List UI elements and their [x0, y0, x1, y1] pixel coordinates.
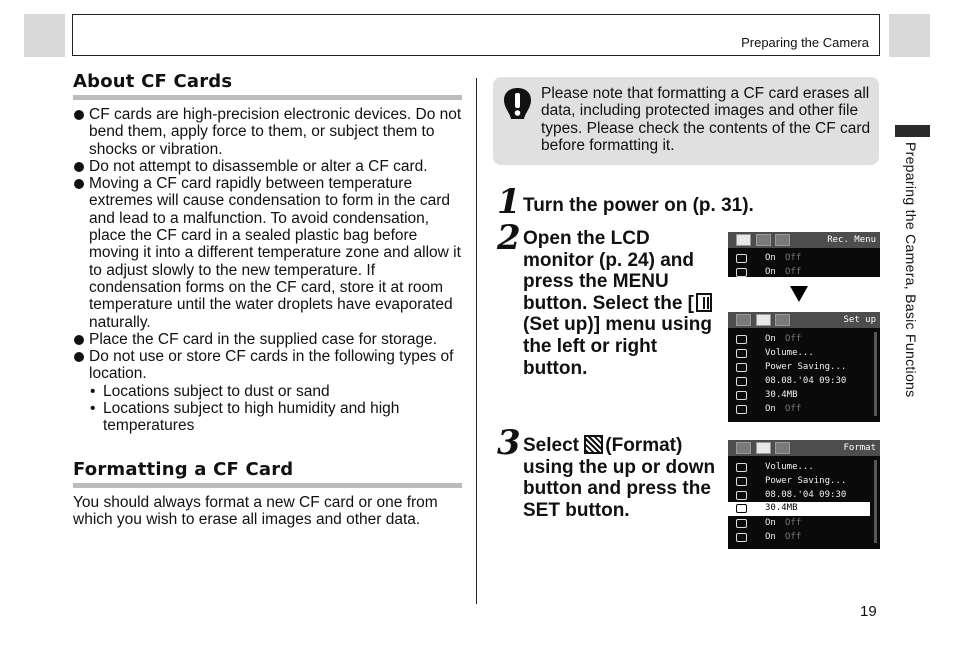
lcd-row	[728, 361, 870, 375]
lcd-row-value: On	[765, 404, 776, 414]
about-bullet-list	[73, 106, 465, 383]
top-left-tab	[24, 14, 65, 57]
volume-icon	[736, 349, 747, 358]
lcd-row	[728, 517, 870, 531]
lcd-row-selected	[728, 502, 870, 516]
mycamera-tab-icon	[775, 234, 790, 246]
lcd-row-value: On	[765, 518, 776, 528]
lcd-row-dim: Off	[785, 518, 802, 528]
step-2-text-b: (Set up)] menu using the left or right button.	[523, 314, 712, 379]
lcd-row-value: On	[765, 532, 776, 542]
lcd-row	[728, 461, 870, 475]
list-item: Do not use or store CF cards in the following types of location.	[73, 348, 465, 383]
lcd-row	[728, 531, 870, 545]
lcd-row	[728, 475, 870, 489]
lcd-row-dim: Off	[785, 334, 802, 344]
mycamera-tab-icon	[775, 442, 790, 454]
list-item: Moving a CF card rapidly between temperature extremes will cause condensation to form in the card and lead to a malfunction. To avoid condensation, place the CF card in a sealed plastic bag before moving it into a different temperature zone and allow it to adjust slowly to the new temperature. If condensation forms on the CF card, store it at room temperature until the water droplets have evaporated naturally.	[73, 175, 465, 331]
header-title: Preparing the Camera	[741, 35, 869, 50]
lcd-row-value: Volume...	[765, 348, 814, 358]
step-3-number: 3	[497, 423, 521, 463]
step-2-text-a: Open the LCD monitor (p. 24) and press the MENU button. Select the [	[523, 228, 694, 314]
side-tab-text: Preparing the Camera, Basic Functions	[903, 142, 919, 398]
lcd-row	[728, 489, 870, 503]
lcd-scrollbar	[874, 332, 877, 416]
list-item: Place the CF card in the supplied case for storage.	[73, 331, 465, 348]
lcd-row-dim: Off	[785, 267, 802, 277]
lcd-format-screen	[728, 440, 880, 549]
list-item: • Locations subject to dust or sand	[73, 383, 465, 400]
volume-icon	[736, 463, 747, 472]
setup-tab-icon	[756, 234, 771, 246]
lcd-row-value: 08.08.'04 09:30	[765, 490, 847, 500]
play-tab-icon	[736, 442, 751, 454]
formatting-heading: Formatting a CF Card	[73, 459, 294, 480]
lcd-row	[728, 252, 870, 266]
lcd-row-value: 30.4MB	[765, 503, 798, 513]
step-3-text-a: Select	[523, 435, 585, 456]
page-number: 19	[860, 603, 877, 620]
lcd-row	[728, 266, 870, 277]
lcd-row	[728, 333, 870, 347]
about-heading-rule	[73, 95, 462, 100]
lcd-row	[728, 347, 870, 361]
play-tab-icon	[736, 314, 751, 326]
lcd-row-dim: Off	[785, 404, 802, 414]
lcd-row-dim: Off	[785, 532, 802, 542]
lcd-menu-title: Format	[843, 443, 876, 453]
page-header	[72, 14, 880, 56]
location-sub-list	[73, 383, 465, 435]
list-item: • Locations subject to high humidity and high temperatures	[73, 400, 465, 435]
lcd-row-value: On	[765, 267, 776, 277]
lcd-row-value: On	[765, 334, 776, 344]
step-1-text: Turn the power on (p. 31).	[523, 195, 754, 216]
lcd-row-value: Power Saving...	[765, 362, 847, 372]
format-icon	[736, 504, 747, 513]
side-tab-marker	[895, 125, 930, 137]
step-2-text	[523, 228, 719, 379]
camera-tab-icon	[736, 234, 751, 246]
step-3-text-b: (Format) using the up or down button and press the SET button.	[523, 435, 716, 521]
formatting-heading-rule	[73, 483, 462, 488]
step-1-number: 1	[497, 182, 521, 222]
step-2-number: 2	[497, 218, 521, 258]
power-saving-icon	[736, 477, 747, 486]
lcd-row-dim: Off	[785, 253, 802, 263]
lcd-row	[728, 375, 870, 389]
mycamera-tab-icon	[775, 314, 790, 326]
lcd-rec-menu-screen	[728, 232, 880, 277]
clock-icon	[736, 491, 747, 500]
selftimer-icon	[736, 268, 747, 277]
lcd-scrollbar	[874, 460, 877, 543]
step-3-text	[523, 435, 719, 521]
exclamation-icon	[501, 86, 534, 122]
lcd-setup-screen	[728, 312, 880, 422]
file-number-icon	[736, 519, 747, 528]
caution-note-text: Please note that formatting a CF card erases all data, including protected images and other file types. Please check the contents of the CF card before formatting it.	[541, 85, 871, 154]
file-number-icon	[736, 405, 747, 414]
clock-icon	[736, 377, 747, 386]
lcd-row-value: Power Saving...	[765, 476, 847, 486]
formatting-text: You should always format a new CF card or one from which you wish to erase all images and other data.	[73, 494, 438, 529]
lcd-menu-title: Set up	[843, 315, 876, 325]
redeye-icon	[736, 254, 747, 263]
lcd-row-value: On	[765, 253, 776, 263]
format-icon	[584, 435, 603, 454]
arrow-down-icon	[790, 286, 808, 302]
lcd-row-value: 30.4MB	[765, 390, 798, 400]
mute-icon	[736, 335, 747, 344]
list-item: Do not attempt to disassemble or alter a CF card.	[73, 158, 465, 175]
power-saving-icon	[736, 363, 747, 372]
auto-rotate-icon	[736, 533, 747, 542]
setup-tab-icon	[756, 314, 771, 326]
column-divider	[476, 78, 477, 604]
about-body	[73, 106, 465, 435]
setup-tab-icon	[756, 442, 771, 454]
about-heading: About CF Cards	[73, 71, 233, 92]
lcd-row	[728, 403, 870, 417]
lcd-menu-title: Rec. Menu	[827, 235, 876, 245]
top-right-tab	[889, 14, 930, 57]
lcd-row	[728, 389, 870, 403]
lcd-row-value: Volume...	[765, 462, 814, 472]
setup-tab-icon	[696, 293, 712, 312]
list-item: CF cards are high-precision electronic devices. Do not bend them, apply force to them, or subject them to shocks or vibration.	[73, 106, 465, 158]
format-icon	[736, 391, 747, 400]
lcd-row-value: 08.08.'04 09:30	[765, 376, 847, 386]
